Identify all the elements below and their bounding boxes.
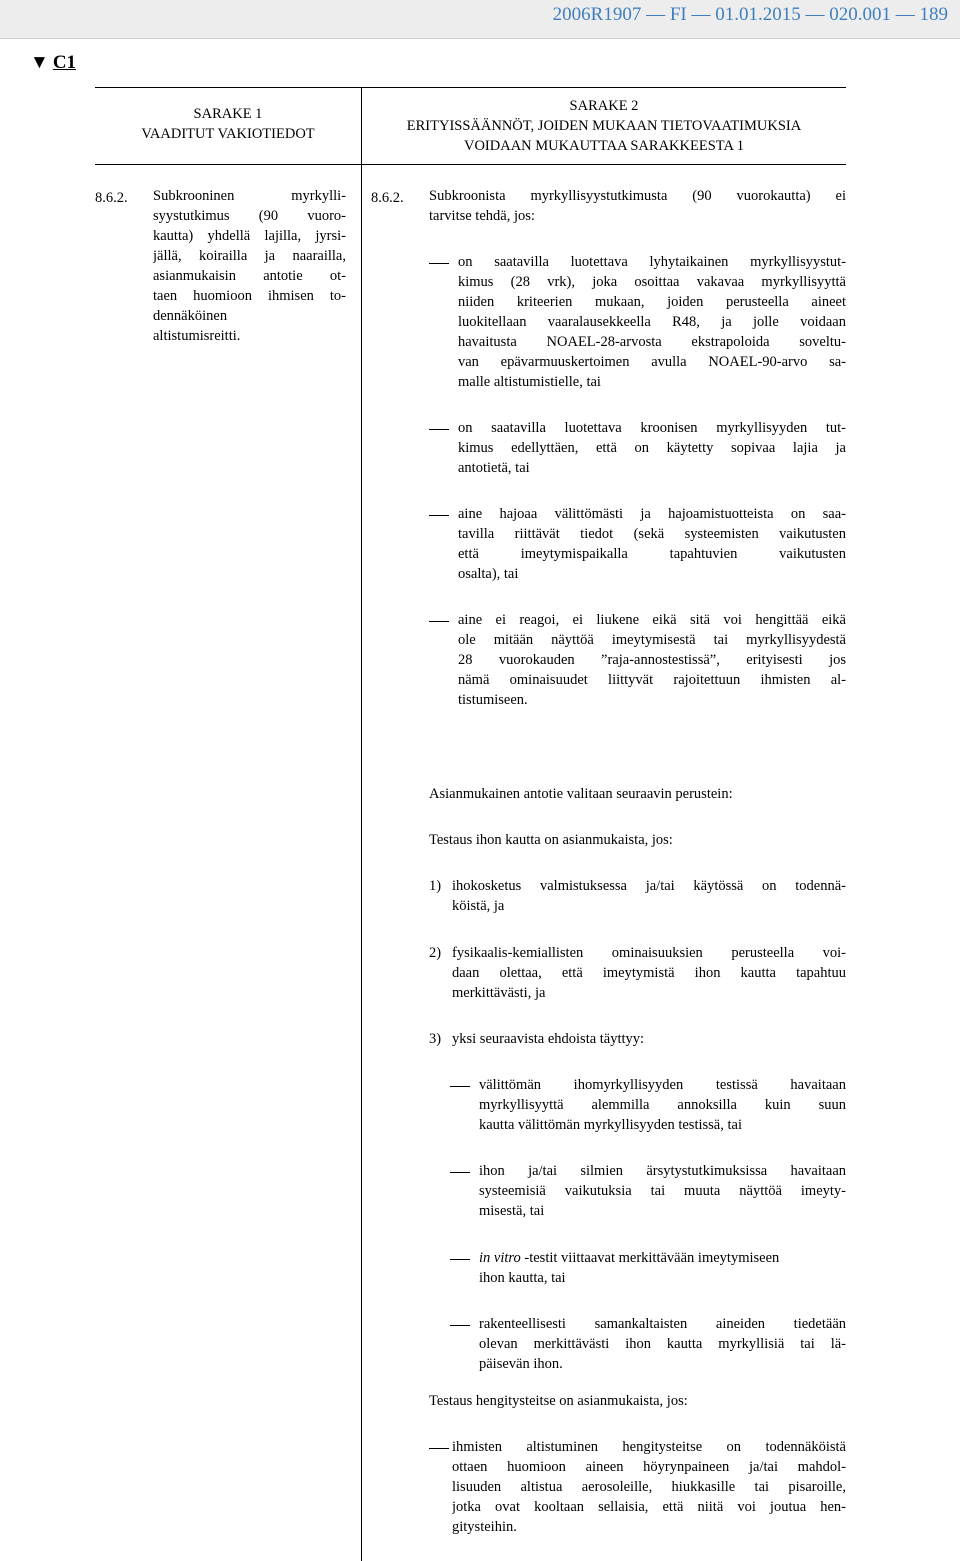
bullet-item [458, 254, 846, 394]
italic-term: in vitro [479, 1250, 521, 1266]
text-line: antotietä, tai [458, 460, 530, 476]
text-line: myrkyllisyyttä alemmilla annoksilla kuin suun [479, 1097, 846, 1113]
table-top-rule [95, 87, 846, 88]
text-line: tistumiseen. [458, 692, 528, 708]
bullet-item [458, 420, 846, 480]
text-line: systeemisiä vaikutuksia tai muuta näyttöä imeyty- [479, 1183, 846, 1199]
text-line: on saatavilla luotettava lyhytaikainen myrkyllisyystut- [458, 254, 846, 270]
text-line: kautta) yhdellä lajilla, jyrsi- [153, 228, 346, 244]
triangle-down-icon: ▼ [30, 52, 49, 73]
text-line: van epävarmuuskertoimen avulla NOAEL-90-arvo sa- [458, 354, 846, 370]
skin-testing-intro: Testaus ihon kautta on asianmukaista, jos: [429, 832, 673, 848]
text-line: ottaen huomioon aineen höyrynpaineen ja/tai mahdol- [452, 1459, 846, 1475]
text-line: dennäköinen [153, 308, 228, 324]
bullet-item [452, 1439, 846, 1539]
text-line: Subkroonista myrkyllisyystutkimusta (90 vuorokautta) ei [429, 188, 846, 204]
text-line: osalta), tai [458, 566, 519, 582]
text-line: köistä, ja [452, 898, 505, 914]
text-line: tarvitse tehdä, jos: [429, 208, 535, 224]
text-line: ole mitään näyttöä imeytymisestä tai myrkyllisyydestä [458, 632, 846, 648]
text-line: on saatavilla luotettava kroonisen myrkyllisyyden tut- [458, 420, 846, 436]
em-dash-icon [450, 1172, 470, 1173]
column-2-subtitle-2: VOIDAAN MUKAUTTAA SARAKKEESTA 1 [463, 138, 745, 154]
bullet-item [458, 506, 846, 586]
text-line: tavilla riittävät tiedot (sekä systeemisten vaikutusten [458, 526, 846, 542]
text-line: kautta välittömän myrkyllisyyden testissä, tai [479, 1117, 742, 1133]
text-line: päisevän ihon. [479, 1356, 563, 1372]
column-1-title: SARAKE 1 [193, 106, 263, 122]
numbered-item [452, 945, 846, 1005]
em-dash-icon [429, 1448, 449, 1449]
marker-label: C1 [52, 52, 77, 73]
sub-bullet-item [479, 1077, 846, 1137]
text-line: havaitusta NOAEL-28-arvosta ekstrapoloida soveltu- [458, 334, 846, 350]
numbered-item [452, 1031, 846, 1051]
text-line: rakenteellisesti samankaltaisten aineiden tiedetään [479, 1316, 846, 1332]
text-line: asianmukaisin antotie ot- [153, 268, 346, 284]
em-dash-icon [429, 621, 449, 622]
text-line: nämä ominaisuudet liittyvät rajoitettuun ihmisten al- [458, 672, 846, 688]
text-line: kimus (28 vrk), joka osoittaa vakavaa myrkyllisyyttä [458, 274, 846, 290]
text-line: että imeytymispaikalla tapahtuvien vaikutusten [458, 546, 846, 562]
column-2-title: SARAKE 2 [569, 98, 639, 114]
right-section-number: 8.6.2. [371, 190, 404, 206]
text-line: Subkrooninen myrkylli- [153, 188, 346, 204]
text-line: jällä, koirailla ja naarailla, [153, 248, 346, 264]
text-span: -testit viittaavat merkittävään imeytymiseen [520, 1250, 780, 1266]
inhalation-testing-intro: Testaus hengitysteitse on asianmukaista, jos: [429, 1393, 688, 1409]
text-line: taen huomioon ihmisen to- [153, 288, 346, 304]
sub-bullet-item [479, 1316, 846, 1376]
column-1-subtitle: VAADITUT VAKIOTIEDOT [141, 126, 315, 142]
left-section-number: 8.6.2. [95, 190, 128, 206]
bullet-item [458, 612, 846, 712]
em-dash-icon [429, 263, 449, 264]
text-line: yksi seuraavista ehdoista täyttyy: [452, 1031, 645, 1047]
right-intro [429, 188, 846, 228]
sub-bullet-item [479, 1163, 846, 1223]
text-line: aine hajoaa välittömästi ja hajoamistuotteista on saa- [458, 506, 846, 522]
item-number: 2) [429, 945, 442, 961]
text-line: merkittävästi, ja [452, 985, 546, 1001]
column-2-header [362, 96, 846, 156]
document-reference: 2006R1907 — FI — 01.01.2015 — 020.001 — 189 [552, 4, 948, 25]
text-line: gitysteihin. [452, 1519, 517, 1535]
em-dash-icon [450, 1259, 470, 1260]
text-line: fysikaalis-kemiallisten ominaisuuksien perusteella voi- [452, 945, 846, 961]
text-line: altistumisreitti. [153, 328, 241, 344]
text-line: daan olettaa, että imeytymistä ihon kautta tapahtuu [452, 965, 846, 981]
text-line: välittömän ihomyrkyllisyyden testissä havaitaan [479, 1077, 846, 1093]
text-line: syystutkimus (90 vuoro- [153, 208, 346, 224]
left-section-text [153, 188, 346, 348]
text-line: niiden kriteerien mukaan, joiden perusteella aineet [458, 294, 846, 310]
column-divider [361, 87, 362, 1561]
text-line: olevan merkittävästi ihon kautta myrkyllisiä tai lä- [479, 1336, 846, 1352]
text-line: malle altistumistielle, tai [458, 374, 601, 390]
item-number: 1) [429, 878, 442, 894]
item-number: 3) [429, 1031, 442, 1047]
em-dash-icon [429, 515, 449, 516]
text-line: ihokosketus valmistuksessa ja/tai käytössä on todennä- [452, 878, 846, 894]
text-line: lisuuden altistua aerosoleille, hiukkasille tai pisaroille, [452, 1479, 846, 1495]
text-line: aine ei reagoi, ei liukene eikä sitä voi hengittää eikä [458, 612, 846, 628]
text-line [479, 1250, 846, 1270]
text-line: luokitellaan vaaralausekkeella R48, ja jolle voidaan [458, 314, 846, 330]
text-line: misestä, tai [479, 1203, 545, 1219]
text-line: ihon ja/tai silmien ärsytystutkimuksissa havaitaan [479, 1163, 846, 1179]
em-dash-icon [450, 1086, 470, 1087]
column-1-header [95, 104, 361, 144]
text-line: kimus edellyttäen, että on käytetty sopivaa lajia ja [458, 440, 846, 456]
text-line: ihon kautta, tai [479, 1270, 566, 1286]
text-line: ihmisten altistuminen hengitysteitse on todennäköistä [452, 1439, 846, 1455]
route-intro: Asianmukainen antotie valitaan seuraavin perustein: [429, 786, 733, 802]
numbered-item [452, 878, 846, 918]
text-line: jotka ovat kooltaan sellaisia, että niitä voi joutua hen- [452, 1499, 846, 1515]
em-dash-icon [450, 1325, 470, 1326]
amendment-marker [30, 52, 76, 74]
table-header-rule [95, 164, 846, 165]
em-dash-icon [429, 429, 449, 430]
column-2-subtitle-1: ERITYISSÄÄNNÖT, JOIDEN MUKAAN TIETOVAATIMUKSIA [406, 118, 802, 134]
sub-bullet-item [479, 1250, 846, 1290]
text-line: 28 vuorokauden ”raja-annostestissä”, erityisesti jos [458, 652, 846, 668]
